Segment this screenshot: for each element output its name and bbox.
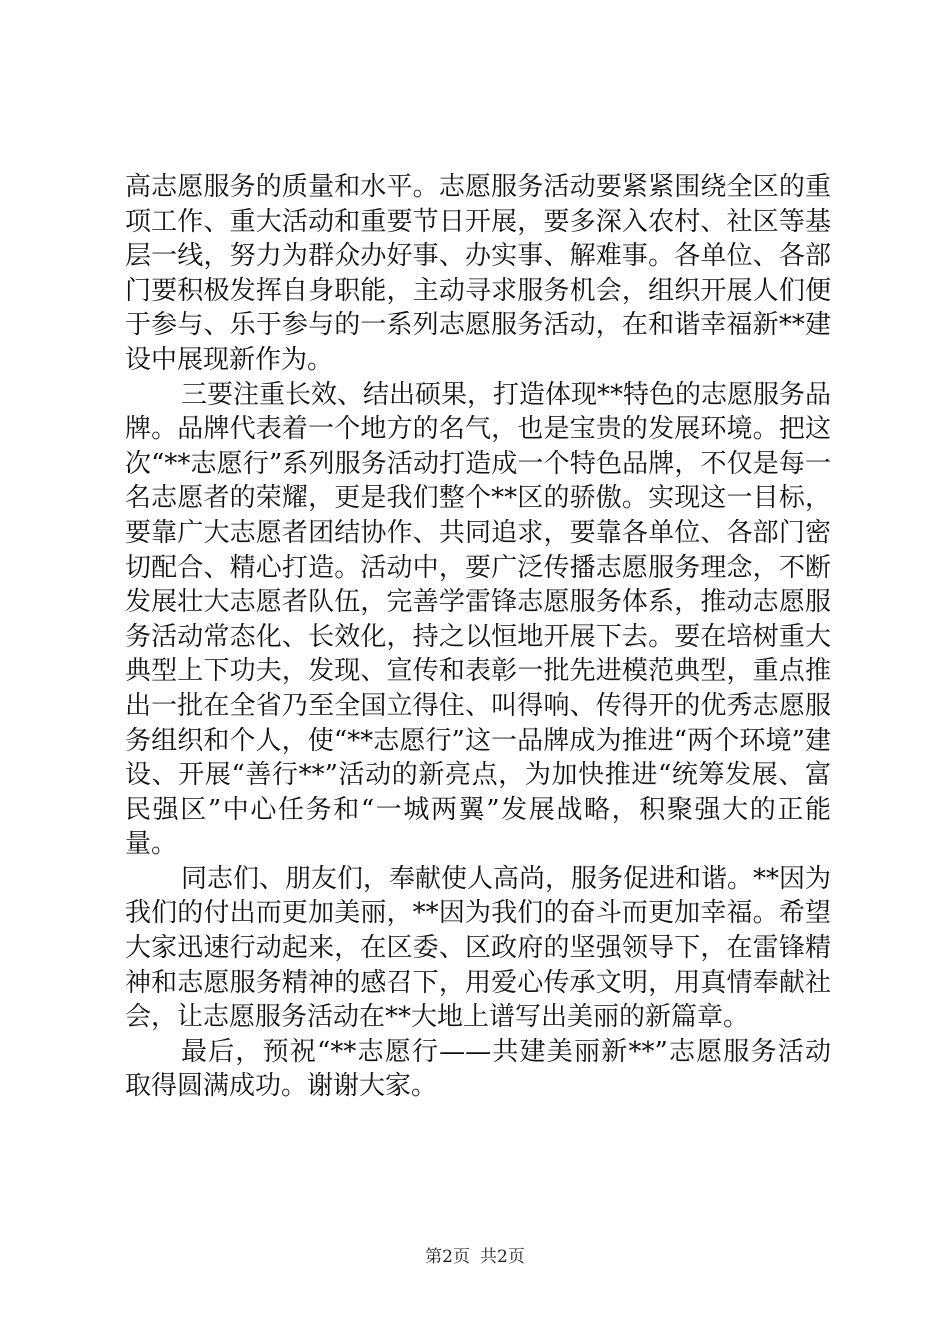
paragraph-4: 最后，预祝“**志愿行——共建美丽新**”志愿服务活动取得圆满成功。谢谢大家。 [125, 1036, 831, 1102]
page-number: 第2页 [425, 1247, 470, 1267]
paragraph-1: 高志愿服务的质量和水平。志愿服务活动要紧紧围绕全区的重项工作、重大活动和重要节日开展，要多深入农村、社区等基层一线，努力为群众办好事、办实事、解难事。各单位、各部门要积极发挥自身职能，主动寻求服务机会，组织开展人们便于参与、乐于参与的一系列志愿服务活动，在和谐幸福新**建设中展现新作为。 [125, 172, 831, 375]
document-body [125, 170, 831, 1104]
page-footer [0, 1242, 950, 1267]
paragraph-2: 三要注重长效、结出硕果，打造体现**特色的志愿服务品牌。品牌代表着一个地方的名气，也是宝贵的发展环境。把这次“**志愿行”系列服务活动打造成一个特色品牌，不仅是每一名志愿者的荣耀，更是我们整个**区的骄傲。实现这一目标，要靠广大志愿者团结协作、共同追求，要靠各单位、各部门密切配合、精心打造。活动中，要广泛传播志愿服务理念，不断发展壮大志愿者队伍，完善学雷锋志愿服务体系，推动志愿服务活动常态化、长效化，持之以恒地开展下去。要在培树重大典型上下功夫，发现、宣传和表彰一批先进模范典型，重点推出一批在全省乃至全国立得住、叫得响、传得开的优秀志愿服务组织和个人，使“**志愿行”这一品牌成为推进“两个环境”建设、开展“善行**”活动的新亮点，为加快推进“统筹发展、富民强区”中心任务和“一城两翼”发展战略，积聚强大的正能量。 [125, 379, 832, 860]
page-total: 共2页 [480, 1247, 525, 1267]
paragraph-3: 同志们、朋友们，奉献使人高尚，服务促进和谐。**因为我们的付出而更加美丽，**因为我们的奋斗而更加幸福。希望大家迅速行动起来，在区委、区政府的坚强领导下，在雷锋精神和志愿服务精神的感召下，用爱心传承文明，用真情奉献社会，让志愿服务活动在**大地上谱写出美丽的新篇章。 [125, 863, 832, 1033]
